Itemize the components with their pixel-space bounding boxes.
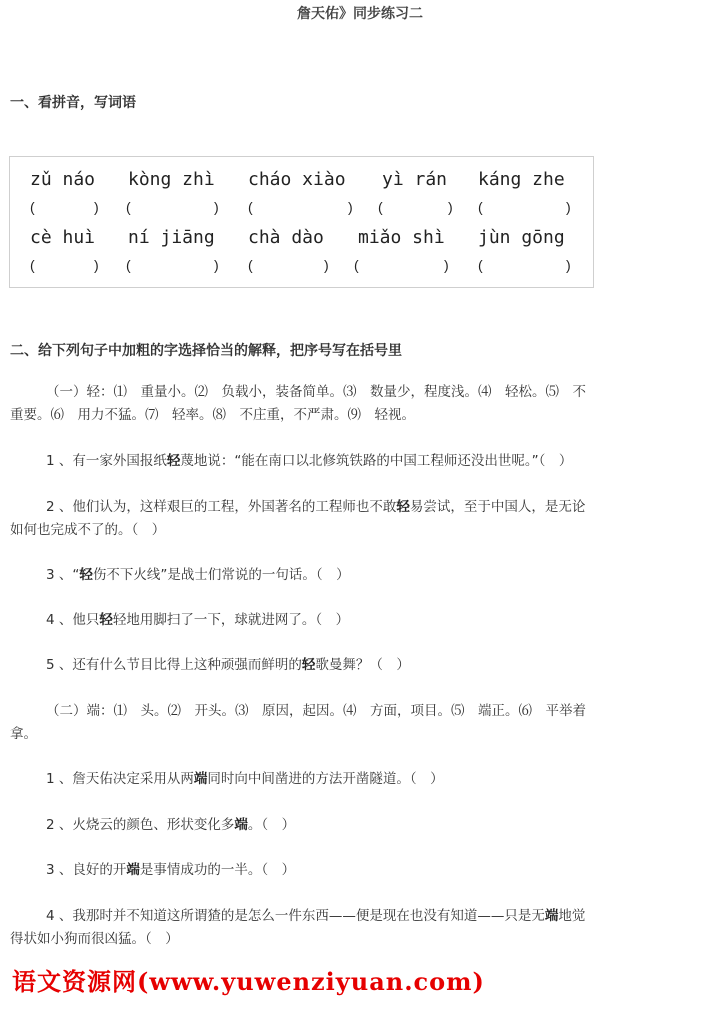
answer-bracket-close: ) <box>348 199 353 215</box>
pinyin-word: zǔ náo <box>30 169 96 190</box>
pinyin-word: chà dào <box>248 227 324 248</box>
page-title: 詹天佑》同步练习二 <box>297 6 423 22</box>
answer-bracket-close: ) <box>214 257 219 273</box>
section1-heading: 一、看拼音，写词语 <box>10 95 136 111</box>
footer-watermark: 语文资源网(www.yuwenziyuan.com) <box>12 967 485 996</box>
question-duan-1: 1 、詹天佑决定采用从两端同时向中间凿进的方法开凿隧道。（ ） <box>46 771 444 787</box>
answer-bracket-open: ( <box>378 199 383 215</box>
pinyin-word: káng zhe <box>478 169 565 190</box>
definitions-duan: （二）端：⑴ 头。⑵ 开头。⑶ 原因，起因。⑷ 方面，项目。⑸ 端正。⑹ 平举着 拿。 <box>10 703 586 742</box>
answer-bracket-open: ( <box>248 199 253 215</box>
pinyin-box <box>9 156 594 288</box>
question-qing-5: 5 、还有什么节目比得上这种顽强而鲜明的轻歌曼舞？（ ） <box>46 657 410 673</box>
answer-bracket-close: ) <box>324 257 329 273</box>
answer-bracket-open: ( <box>126 257 131 273</box>
answer-bracket-open: ( <box>126 199 131 215</box>
question-qing-4: 4 、他只轻轻地用脚扫了一下，球就进网了。（ ） <box>46 612 350 628</box>
answer-bracket-open: ( <box>478 199 483 215</box>
answer-bracket-close: ) <box>444 257 449 273</box>
answer-bracket-open: ( <box>354 257 359 273</box>
pinyin-word: cè huì <box>30 227 96 248</box>
answer-bracket-open: ( <box>30 257 35 273</box>
answer-bracket-close: ) <box>94 257 99 273</box>
question-duan-4: 4 、我那时并不知道这所谓猹的是怎么一件东西——便是现在也没有知道——只是无端地觉 得状如小狗而很凶猛。（ ） <box>10 908 586 947</box>
pinyin-word: yì rán <box>382 169 448 190</box>
question-qing-3: 3 、“轻伤不下火线”是战士们常说的一句话。（ ） <box>46 567 350 583</box>
answer-bracket-close: ) <box>448 199 453 215</box>
pinyin-word: miǎo shì <box>358 227 445 248</box>
answer-bracket-open: ( <box>30 199 35 215</box>
pinyin-word: cháo xiào <box>248 169 346 190</box>
answer-bracket-open: ( <box>478 257 483 273</box>
answer-bracket-close: ) <box>94 199 99 215</box>
question-qing-2: 2 、他们认为，这样艰巨的工程，外国著名的工程师也不敢轻易尝试，至于中国人，是无论 如何也完成不了的。（ ） <box>10 499 586 538</box>
definitions-qing: （一）轻：⑴ 重量小。⑵ 负载小，装备简单。⑶ 数量少，程度浅。⑷ 轻松。⑸ 不 重要。⑹ 用力不猛。⑺ 轻率。⑻ 不庄重，不严肃。⑼ 轻视。 <box>10 384 586 423</box>
question-qing-1: 1 、有一家外国报纸轻蔑地说：“能在南口以北修筑铁路的中国工程师还没出世呢。”（ ） <box>46 453 573 469</box>
pinyin-word: kòng zhì <box>128 169 215 190</box>
question-duan-3: 3 、良好的开端是事情成功的一半。（ ） <box>46 862 296 878</box>
answer-bracket-open: ( <box>248 257 253 273</box>
question-duan-2: 2 、火烧云的颜色、形状变化多端。（ ） <box>46 817 296 833</box>
answer-bracket-close: ) <box>214 199 219 215</box>
pinyin-word: jùn gōng <box>478 227 565 248</box>
pinyin-word: ní jiāng <box>128 227 215 248</box>
answer-bracket-close: ) <box>566 199 571 215</box>
section2-heading: 二、给下列句子中加粗的字选择恰当的解释，把序号写在括号里 <box>10 343 402 359</box>
answer-bracket-close: ) <box>566 257 571 273</box>
